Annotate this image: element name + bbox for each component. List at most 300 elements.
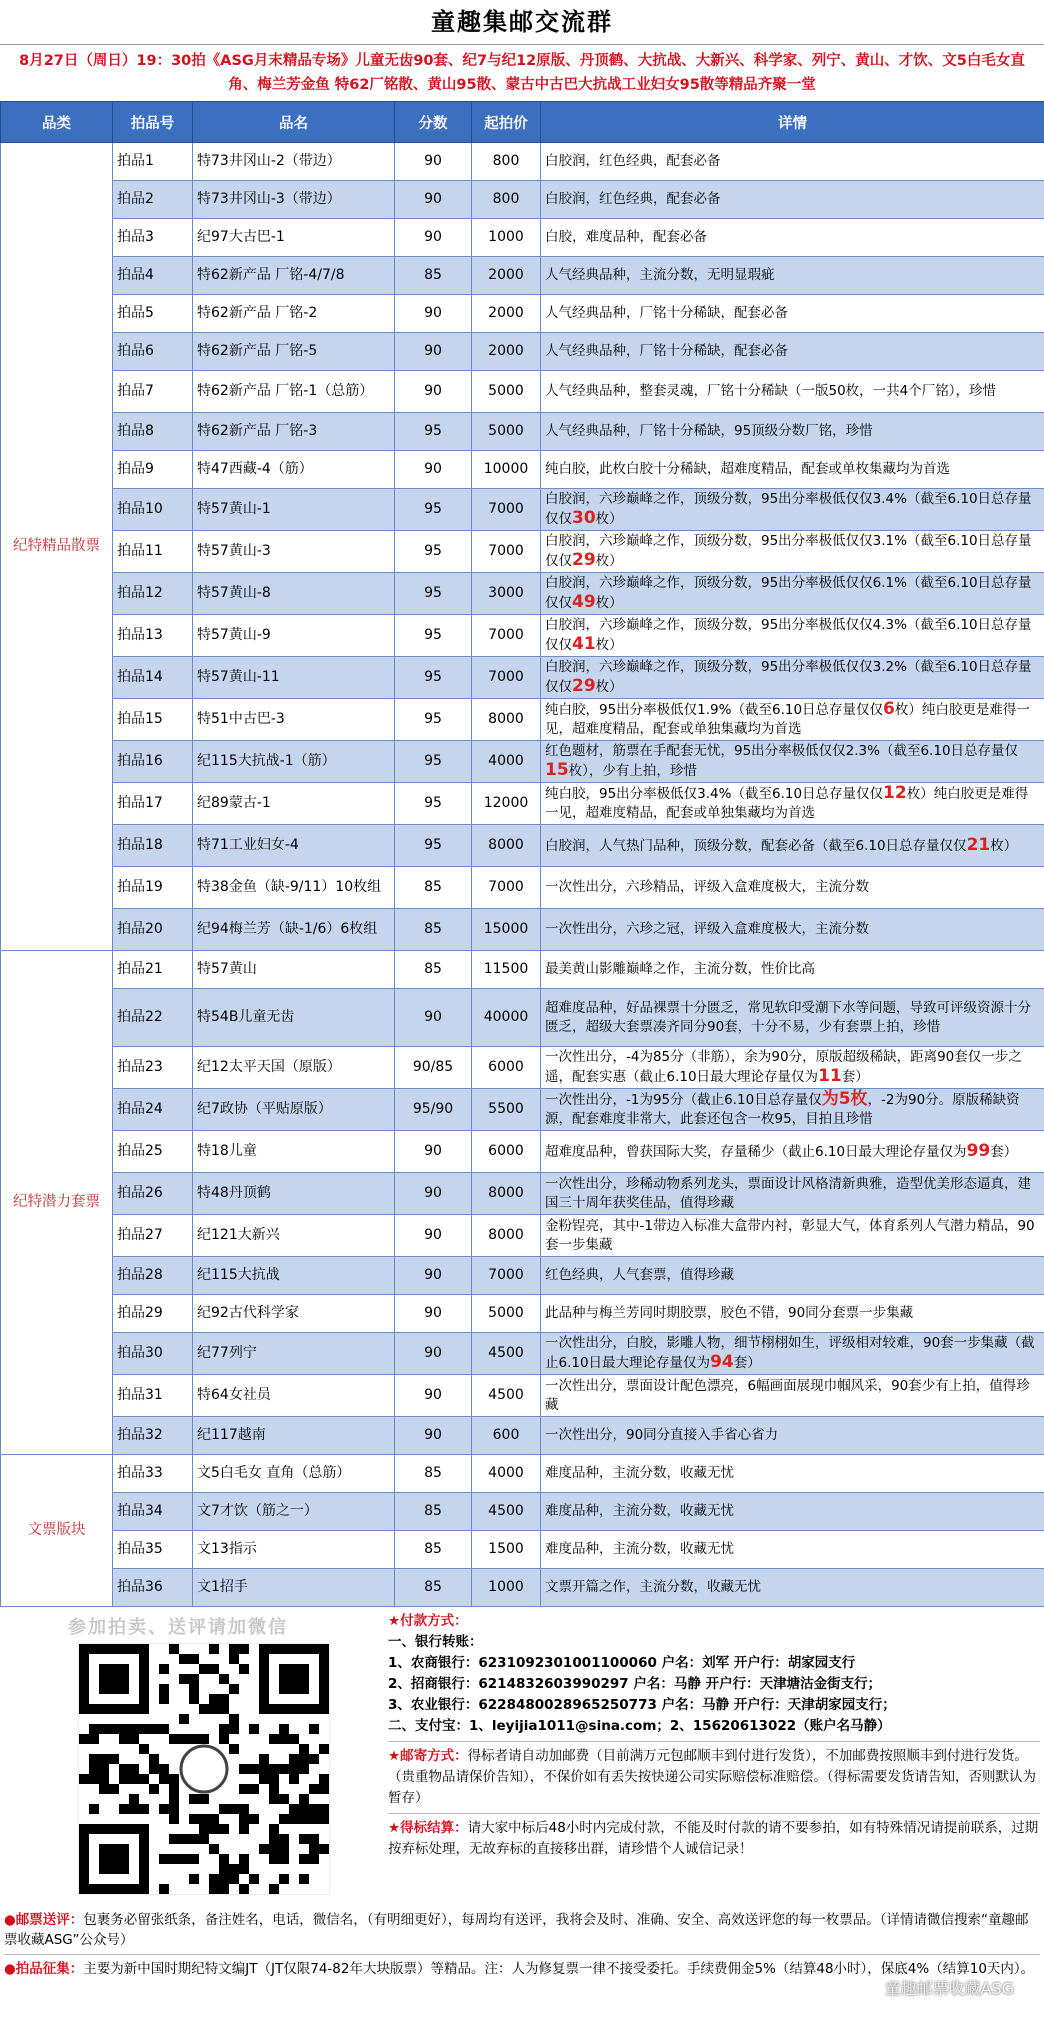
name-cell: 文5白毛女 直角（总筋） xyxy=(193,1455,395,1493)
detail-text: ，-2为90分。原版稀缺资源，配套难度非常大，此套还包含一枚95，目拍且珍惜 xyxy=(545,1092,1020,1127)
header-lot: 拍品号 xyxy=(113,102,193,143)
detail-cell xyxy=(541,989,1044,1047)
settle-heading: ★得标结算： xyxy=(388,1820,468,1836)
start-price-cell: 15000 xyxy=(472,909,541,951)
header-score: 分数 xyxy=(395,102,472,143)
start-price-cell: 1000 xyxy=(472,219,541,257)
lot-cell: 拍品6 xyxy=(113,333,193,371)
detail-highlight: 12 xyxy=(883,783,907,803)
table-row xyxy=(1,615,1044,657)
detail-highlight: 29 xyxy=(572,550,596,570)
lot-cell: 拍品3 xyxy=(113,219,193,257)
lot-cell: 拍品30 xyxy=(113,1333,193,1375)
detail-text: 文票开篇之作，主流分数，收藏无忧 xyxy=(545,1579,761,1595)
lot-cell: 拍品12 xyxy=(113,573,193,615)
detail-text: 枚） xyxy=(595,679,623,695)
lot-cell: 拍品33 xyxy=(113,1455,193,1493)
detail-cell xyxy=(541,1569,1044,1607)
name-cell: 纪97大古巴-1 xyxy=(193,219,395,257)
start-price-cell: 800 xyxy=(472,143,541,181)
name-cell: 特62新产品 厂铭-4/7/8 xyxy=(193,257,395,295)
table-row xyxy=(1,1417,1044,1455)
start-price-cell: 6000 xyxy=(472,1047,541,1089)
detail-highlight: 30 xyxy=(572,508,596,528)
name-cell: 纪77列宁 xyxy=(193,1333,395,1375)
header-category: 品类 xyxy=(1,102,113,143)
lot-cell: 拍品18 xyxy=(113,825,193,867)
name-cell: 纪7政协（平贴原版） xyxy=(193,1089,395,1131)
start-price-cell: 10000 xyxy=(472,451,541,489)
lot-table-body xyxy=(1,143,1044,1607)
detail-text: 超难度品种，曾获国际大奖，存量稀少（截止6.10日最大理论存量仅为 xyxy=(545,1143,967,1160)
score-cell: 95 xyxy=(395,413,472,451)
lot-cell: 拍品8 xyxy=(113,413,193,451)
detail-cell xyxy=(541,1493,1044,1531)
start-price-cell: 8000 xyxy=(472,699,541,741)
detail-text: 一次性出分，白胶，影雕人物，细节栩栩如生，评级相对较难，90套一步集藏（截止6.10日最大理论存量仅为 xyxy=(545,1335,1035,1371)
detail-cell xyxy=(541,867,1044,909)
lot-cell: 拍品11 xyxy=(113,531,193,573)
lot-cell: 拍品17 xyxy=(113,783,193,825)
start-price-cell: 8000 xyxy=(472,1173,541,1215)
category-cell: 文票版块 xyxy=(1,1455,113,1607)
start-price-cell: 4000 xyxy=(472,741,541,783)
lot-cell: 拍品14 xyxy=(113,657,193,699)
grading-note xyxy=(4,1910,1040,1950)
detail-cell xyxy=(541,1531,1044,1569)
name-cell: 特62新产品 厂铭-1（总筋） xyxy=(193,371,395,413)
table-header-row xyxy=(1,102,1044,143)
detail-text: 超难度品种，好品裸票十分匮乏，常见软印受潮下水等问题，导致可评级资源十分匮乏，超级大套票凑齐同分90套，十分不易，少有套票上拍，珍惜 xyxy=(545,999,1031,1035)
detail-cell xyxy=(541,699,1044,741)
detail-cell xyxy=(541,825,1044,867)
detail-text: 人气经典品种，主流分数，无明显瑕疵 xyxy=(545,267,775,283)
start-price-cell: 40000 xyxy=(472,989,541,1047)
table-row xyxy=(1,825,1044,867)
detail-text: 人气经典品种，厂铭十分稀缺，配套必备 xyxy=(545,305,788,321)
score-cell: 90 xyxy=(395,1417,472,1455)
lot-cell: 拍品21 xyxy=(113,951,193,989)
name-cell: 纪94梅兰芳（缺-1/6）6枚组 xyxy=(193,909,395,951)
start-price-cell: 800 xyxy=(472,181,541,219)
qr-title: 参加拍卖、送评请加微信 xyxy=(68,1617,288,1638)
detail-cell xyxy=(541,1295,1044,1333)
start-price-cell: 5000 xyxy=(472,1295,541,1333)
start-price-cell: 5000 xyxy=(472,413,541,451)
score-cell: 85 xyxy=(395,257,472,295)
start-price-cell: 5500 xyxy=(472,1089,541,1131)
lot-cell: 拍品7 xyxy=(113,371,193,413)
detail-cell xyxy=(541,1089,1044,1131)
detail-text: 最美黄山影雕巅峰之作，主流分数，性价比高 xyxy=(545,961,815,977)
lot-cell: 拍品31 xyxy=(113,1375,193,1417)
score-cell: 85 xyxy=(395,951,472,989)
table-row xyxy=(1,1295,1044,1333)
name-cell: 纪115大抗战-1（筋） xyxy=(193,741,395,783)
score-cell: 95 xyxy=(395,741,472,783)
detail-text: 难度品种，主流分数，收藏无忧 xyxy=(545,1503,734,1519)
header-detail: 详情 xyxy=(541,102,1044,143)
name-cell: 特62新产品 厂铭-5 xyxy=(193,333,395,371)
start-price-cell: 8000 xyxy=(472,825,541,867)
start-price-cell: 3000 xyxy=(472,573,541,615)
detail-text: 人气经典品种，厂铭十分稀缺，95顶级分数厂铭，珍惜 xyxy=(545,423,873,439)
bank-line-3: 3、农业银行：6228480028965250773 户名：马静 开户行：天津胡家园支行； xyxy=(388,1697,896,1713)
detail-text: 枚） xyxy=(595,553,623,569)
start-price-cell: 8000 xyxy=(472,1215,541,1257)
detail-text: 枚） xyxy=(595,637,623,653)
score-cell: 90 xyxy=(395,219,472,257)
table-row xyxy=(1,1455,1044,1493)
name-cell: 特57黄山-3 xyxy=(193,531,395,573)
lot-table xyxy=(0,101,1044,1607)
lot-cell: 拍品15 xyxy=(113,699,193,741)
notes xyxy=(4,1910,1040,1979)
table-row xyxy=(1,1375,1044,1417)
table-row xyxy=(1,371,1044,413)
page-title: 童趣集邮交流群 xyxy=(0,0,1044,45)
table-row xyxy=(1,1531,1044,1569)
start-price-cell: 12000 xyxy=(472,783,541,825)
collect-text: 主要为新中国时期纪特文编JT（JT仅限74-82年大块版票）等精品。注：人为修复票一律不接受委托。手续费佣金5%（结算48小时），保底4%（结算10天内）。 xyxy=(83,1961,1035,1977)
header-start: 起拍价 xyxy=(472,102,541,143)
detail-text: 套） xyxy=(990,1143,1018,1160)
detail-text: 金粉锃亮，其中-1带边入标准大盒带内衬，彰显大气，体育系列人气潜力精品，90套一步集藏 xyxy=(545,1217,1035,1253)
lot-cell: 拍品25 xyxy=(113,1131,193,1173)
lot-cell: 拍品10 xyxy=(113,489,193,531)
detail-cell xyxy=(541,1173,1044,1215)
detail-cell xyxy=(541,257,1044,295)
lot-cell: 拍品28 xyxy=(113,1257,193,1295)
name-cell: 特51中古巴-3 xyxy=(193,699,395,741)
table-row xyxy=(1,1333,1044,1375)
detail-cell xyxy=(541,1417,1044,1455)
score-cell: 95 xyxy=(395,825,472,867)
score-cell: 85 xyxy=(395,1569,472,1607)
lot-cell: 拍品22 xyxy=(113,989,193,1047)
divider xyxy=(388,1813,1040,1814)
detail-cell xyxy=(541,657,1044,699)
detail-text: 一次性出分，-4为85分（非筋），余为90分，原版超级稀缺，距离90套仅一步之遥，配套实惠（截止6.10日最大理论存量仅为 xyxy=(545,1049,1022,1085)
detail-text: 纯白胶，95出分率极低仅1.9%（截至6.10日总存量仅仅 xyxy=(545,702,884,718)
lot-cell: 拍品5 xyxy=(113,295,193,333)
table-row xyxy=(1,1047,1044,1089)
table-row xyxy=(1,1569,1044,1607)
detail-cell xyxy=(541,1257,1044,1295)
alipay-line: 二、支付宝：1、leyijia1011@sina.com；2、15620613022（账户名马静） xyxy=(388,1718,891,1734)
lot-cell: 拍品20 xyxy=(113,909,193,951)
start-price-cell: 5000 xyxy=(472,371,541,413)
grading-text: 包裹务必留张纸条，备注姓名，电话，微信名，（有明细更好），每周均有送评，我将会及时、准确、安全、高效送评您的每一枚票品。（详情请微信搜索“童趣邮票收藏ASG”公众号） xyxy=(4,1912,1029,1948)
name-cell: 特71工业妇女-4 xyxy=(193,825,395,867)
detail-cell xyxy=(541,333,1044,371)
detail-text: 白胶润，六珍巅峰之作，顶级分数，95出分率极低仅仅3.4%（截至6.10日总存量仅仅 xyxy=(545,491,1032,527)
shipping-note xyxy=(388,1746,1040,1809)
lot-cell: 拍品19 xyxy=(113,867,193,909)
lot-cell: 拍品32 xyxy=(113,1417,193,1455)
detail-highlight: 为5枚 xyxy=(821,1089,868,1109)
lot-cell: 拍品4 xyxy=(113,257,193,295)
category-cell: 纪特潜力套票 xyxy=(1,951,113,1455)
detail-text: 白胶润，六珍巅峰之作，顶级分数，95出分率极低仅仅6.1%（截至6.10日总存量仅仅 xyxy=(545,575,1032,611)
start-price-cell: 4000 xyxy=(472,1455,541,1493)
lot-cell: 拍品29 xyxy=(113,1295,193,1333)
lot-cell: 拍品24 xyxy=(113,1089,193,1131)
detail-cell xyxy=(541,1131,1044,1173)
table-row xyxy=(1,1131,1044,1173)
detail-highlight: 21 xyxy=(966,834,991,855)
detail-cell xyxy=(541,741,1044,783)
table-row xyxy=(1,573,1044,615)
score-cell: 95 xyxy=(395,531,472,573)
detail-text: 一次性出分，90同分直接入手省心省力 xyxy=(545,1427,779,1443)
detail-text: 此品种与梅兰芳同时期胶票，胶色不错，90同分套票一步集藏 xyxy=(545,1305,914,1321)
name-cell: 文7才饮（筋之一） xyxy=(193,1493,395,1531)
shipping-heading: ★邮寄方式： xyxy=(388,1748,468,1764)
score-cell: 95 xyxy=(395,783,472,825)
name-cell: 特57黄山-11 xyxy=(193,657,395,699)
bank-line-1: 1、农商银行：6231092301001100060 户名：刘军 开户行：胡家园支行 xyxy=(388,1655,856,1671)
start-price-cell: 2000 xyxy=(472,257,541,295)
shipping-text: 得标者请自动加邮费（目前满万元包邮顺丰到付进行发货），不加邮费按照顺丰到付进行发货。（贵重物品请保价告知），不保价如有丢失按快递公司实际赔偿标准赔偿。（得标需要发货请告知，否则默认为暂存） xyxy=(388,1748,1036,1806)
start-price-cell: 7000 xyxy=(472,489,541,531)
name-cell: 纪92古代科学家 xyxy=(193,1295,395,1333)
score-cell: 90 xyxy=(395,989,472,1047)
detail-text: 一次性出分，六珍之冠，评级入盒难度极大，主流分数 xyxy=(545,921,869,937)
auction-subtitle: 8月27日（周日）19：30拍《ASG月末精品专场》儿童无齿90套、纪7与纪12原版、丹顶鹤、大抗战、大新兴、科学家、列宁、黄山、才饮、文5白毛女直角、梅兰芳金鱼 特62厂铭散、黄山95散、蒙古中古巴大抗战工业妇女95散等精品齐聚一堂 xyxy=(19,53,1025,93)
detail-highlight: 6 xyxy=(883,699,895,719)
name-cell: 特57黄山-9 xyxy=(193,615,395,657)
name-cell: 纪115大抗战 xyxy=(193,1257,395,1295)
start-price-cell: 1000 xyxy=(472,1569,541,1607)
detail-text: 难度品种，主流分数，收藏无忧 xyxy=(545,1541,734,1557)
table-row xyxy=(1,143,1044,181)
header-name: 品名 xyxy=(193,102,395,143)
table-row xyxy=(1,951,1044,989)
table-row xyxy=(1,699,1044,741)
lot-cell: 拍品35 xyxy=(113,1531,193,1569)
detail-text: 红色题材，筋票在手配套无忧，95出分率极低仅仅2.3%（截至6.10日总存量仅 xyxy=(545,743,1019,759)
payment-heading: ★付款方式： xyxy=(388,1613,468,1629)
detail-cell xyxy=(541,295,1044,333)
detail-highlight: 15 xyxy=(545,760,569,780)
score-cell: 90 xyxy=(395,333,472,371)
score-cell: 90 xyxy=(395,1215,472,1257)
detail-text: 纯白胶，95出分率极低仅3.4%（截至6.10日总存量仅仅 xyxy=(545,786,884,802)
detail-cell xyxy=(541,451,1044,489)
table-row xyxy=(1,741,1044,783)
start-price-cell: 2000 xyxy=(472,295,541,333)
detail-text: 枚）纯白胶更是难得一见，超难度精品，配套或单独集藏均为首选 xyxy=(545,786,1029,821)
table-row xyxy=(1,1089,1044,1131)
detail-text: 白胶润，六珍巅峰之作，顶级分数，95出分率极低仅仅4.3%（截至6.10日总存量仅仅 xyxy=(545,617,1032,653)
detail-cell xyxy=(541,1215,1044,1257)
qr-code-icon xyxy=(78,1643,330,1895)
grading-heading: ●邮票送评： xyxy=(4,1912,84,1928)
table-row xyxy=(1,867,1044,909)
detail-text: 人气经典品种，整套灵魂，厂铭十分稀缺（一版50枚，一共4个厂铭），珍惜 xyxy=(545,383,997,399)
detail-cell xyxy=(541,1375,1044,1417)
detail-text: 枚）纯白胶更是难得一见，超难度精品，配套或单独集藏均为首选 xyxy=(545,702,1030,737)
name-cell: 特54B儿童无齿 xyxy=(193,989,395,1047)
table-row xyxy=(1,257,1044,295)
detail-cell xyxy=(541,413,1044,451)
score-cell: 90 xyxy=(395,1257,472,1295)
collect-heading: ●拍品征集： xyxy=(4,1961,84,1977)
table-row xyxy=(1,219,1044,257)
detail-highlight: 11 xyxy=(818,1066,842,1086)
detail-highlight: 94 xyxy=(710,1352,734,1372)
detail-text: 难度品种，主流分数，收藏无忧 xyxy=(545,1465,734,1481)
start-price-cell: 1500 xyxy=(472,1531,541,1569)
detail-highlight: 99 xyxy=(966,1140,991,1161)
detail-text: 一次性出分，六珍精品，评级入盒难度极大，主流分数 xyxy=(545,879,869,895)
detail-text: 枚） xyxy=(595,595,623,611)
name-cell: 特57黄山-1 xyxy=(193,489,395,531)
score-cell: 90 xyxy=(395,1333,472,1375)
detail-highlight: 29 xyxy=(572,676,596,696)
table-row xyxy=(1,413,1044,451)
score-cell: 95 xyxy=(395,699,472,741)
score-cell: 85 xyxy=(395,1531,472,1569)
detail-cell xyxy=(541,615,1044,657)
name-cell: 特62新产品 厂铭-2 xyxy=(193,295,395,333)
table-row xyxy=(1,333,1044,371)
detail-text: 人气经典品种，厂铭十分稀缺，配套必备 xyxy=(545,343,788,359)
detail-cell xyxy=(541,489,1044,531)
start-price-cell: 7000 xyxy=(472,867,541,909)
table-row xyxy=(1,1215,1044,1257)
start-price-cell: 7000 xyxy=(472,531,541,573)
table-row xyxy=(1,783,1044,825)
detail-text: 白胶，难度品种，配套必备 xyxy=(545,229,707,245)
lot-cell: 拍品9 xyxy=(113,451,193,489)
watermark: 童趣邮票收藏ASG xyxy=(884,1979,1014,1998)
lot-cell: 拍品13 xyxy=(113,615,193,657)
name-cell: 特64女社员 xyxy=(193,1375,395,1417)
name-cell: 特47西藏-4（筋） xyxy=(193,451,395,489)
start-price-cell: 600 xyxy=(472,1417,541,1455)
detail-text: 白胶润，六珍巅峰之作，顶级分数，95出分率极低仅仅3.1%（截至6.10日总存量仅仅 xyxy=(545,533,1032,569)
start-price-cell: 2000 xyxy=(472,333,541,371)
score-cell: 90 xyxy=(395,181,472,219)
lot-cell: 拍品34 xyxy=(113,1493,193,1531)
name-cell: 特38金鱼（缺-9/11）10枚组 xyxy=(193,867,395,909)
category-cell: 纪特精品散票 xyxy=(1,143,113,951)
start-price-cell: 7000 xyxy=(472,657,541,699)
detail-text: 一次性出分，珍稀动物系列龙头，票面设计风格清新典雅，造型优美形态逼真，建国三十周年获奖佳品，值得珍藏 xyxy=(545,1175,1031,1211)
name-cell: 特62新产品 厂铭-3 xyxy=(193,413,395,451)
detail-cell xyxy=(541,1333,1044,1375)
table-row xyxy=(1,909,1044,951)
name-cell: 特57黄山 xyxy=(193,951,395,989)
detail-text: 一次性出分，-1为95分（截止6.10日总存量仅 xyxy=(545,1092,822,1108)
start-price-cell: 6000 xyxy=(472,1131,541,1173)
detail-text: 白胶润，六珍巅峰之作，顶级分数，95出分率极低仅仅3.2%（截至6.10日总存量仅仅 xyxy=(545,659,1032,695)
detail-cell xyxy=(541,573,1044,615)
start-price-cell: 4500 xyxy=(472,1375,541,1417)
divider xyxy=(388,1741,1040,1742)
detail-text: 枚） xyxy=(595,511,623,527)
score-cell: 90 xyxy=(395,1295,472,1333)
table-row xyxy=(1,295,1044,333)
score-cell: 90 xyxy=(395,1131,472,1173)
start-price-cell: 4500 xyxy=(472,1333,541,1375)
start-price-cell: 4500 xyxy=(472,1493,541,1531)
table-row xyxy=(1,1173,1044,1215)
lot-cell: 拍品2 xyxy=(113,181,193,219)
payment-info xyxy=(388,1611,1040,1860)
detail-text: 一次性出分，票面设计配色漂亮，6幅画面展现巾帼风采，90套少有上拍，值得珍藏 xyxy=(545,1377,1030,1413)
name-cell: 纪117越南 xyxy=(193,1417,395,1455)
detail-text: 红色经典，人气套票，值得珍藏 xyxy=(545,1267,734,1283)
settle-note xyxy=(388,1818,1040,1860)
table-row xyxy=(1,531,1044,573)
table-row xyxy=(1,1257,1044,1295)
detail-text: 枚），少有上拍，珍惜 xyxy=(568,763,697,779)
score-cell: 95 xyxy=(395,489,472,531)
score-cell: 95 xyxy=(395,573,472,615)
detail-text: 白胶润，人气热门品种，顶级分数，配套必备（截至6.10日总存量仅仅 xyxy=(545,837,967,854)
detail-text: 白胶润，红色经典，配套必备 xyxy=(545,153,721,169)
bank-line-2: 2、招商银行：6214832603990297 户名：马静 开户行：天津塘沽金街支行； xyxy=(388,1676,882,1692)
detail-highlight: 41 xyxy=(572,634,596,654)
detail-cell xyxy=(541,909,1044,951)
score-cell: 95/90 xyxy=(395,1089,472,1131)
table-row xyxy=(1,451,1044,489)
score-cell: 90 xyxy=(395,295,472,333)
name-cell: 纪89蒙古-1 xyxy=(193,783,395,825)
score-cell: 90/85 xyxy=(395,1047,472,1089)
detail-text: 套） xyxy=(841,1069,869,1085)
detail-cell xyxy=(541,531,1044,573)
lot-cell: 拍品16 xyxy=(113,741,193,783)
divider xyxy=(4,1954,1040,1955)
name-cell: 纪121大新兴 xyxy=(193,1215,395,1257)
name-cell: 特48丹顶鹤 xyxy=(193,1173,395,1215)
table-row xyxy=(1,657,1044,699)
name-cell: 文1招手 xyxy=(193,1569,395,1607)
settle-text: 请大家中标后48小时内完成付款，不能及时付款的请不要参拍，如有特殊情况请提前联系，过期按弃标处理，无故弃标的直接移出群，请珍惜个人诚信记录！ xyxy=(388,1820,1039,1857)
score-cell: 90 xyxy=(395,451,472,489)
lot-cell: 拍品23 xyxy=(113,1047,193,1089)
score-cell: 90 xyxy=(395,143,472,181)
name-cell: 特73井冈山-3（带边） xyxy=(193,181,395,219)
start-price-cell: 7000 xyxy=(472,1257,541,1295)
name-cell: 特73井冈山-2（带边） xyxy=(193,143,395,181)
name-cell: 特18儿童 xyxy=(193,1131,395,1173)
detail-text: 套） xyxy=(733,1355,761,1371)
detail-cell xyxy=(541,783,1044,825)
score-cell: 95 xyxy=(395,615,472,657)
detail-cell xyxy=(541,143,1044,181)
detail-cell xyxy=(541,371,1044,413)
lot-cell: 拍品26 xyxy=(113,1173,193,1215)
detail-cell xyxy=(541,181,1044,219)
detail-cell xyxy=(541,951,1044,989)
qr-section xyxy=(8,1613,380,1907)
score-cell: 85 xyxy=(395,1493,472,1531)
name-cell: 文13指示 xyxy=(193,1531,395,1569)
bank-heading: 一、银行转账： xyxy=(388,1634,483,1650)
detail-cell xyxy=(541,1047,1044,1089)
detail-highlight: 49 xyxy=(572,592,596,612)
lot-cell: 拍品1 xyxy=(113,143,193,181)
detail-text: 枚） xyxy=(990,837,1018,854)
lot-cell: 拍品36 xyxy=(113,1569,193,1607)
detail-cell xyxy=(541,1455,1044,1493)
score-cell: 90 xyxy=(395,1173,472,1215)
